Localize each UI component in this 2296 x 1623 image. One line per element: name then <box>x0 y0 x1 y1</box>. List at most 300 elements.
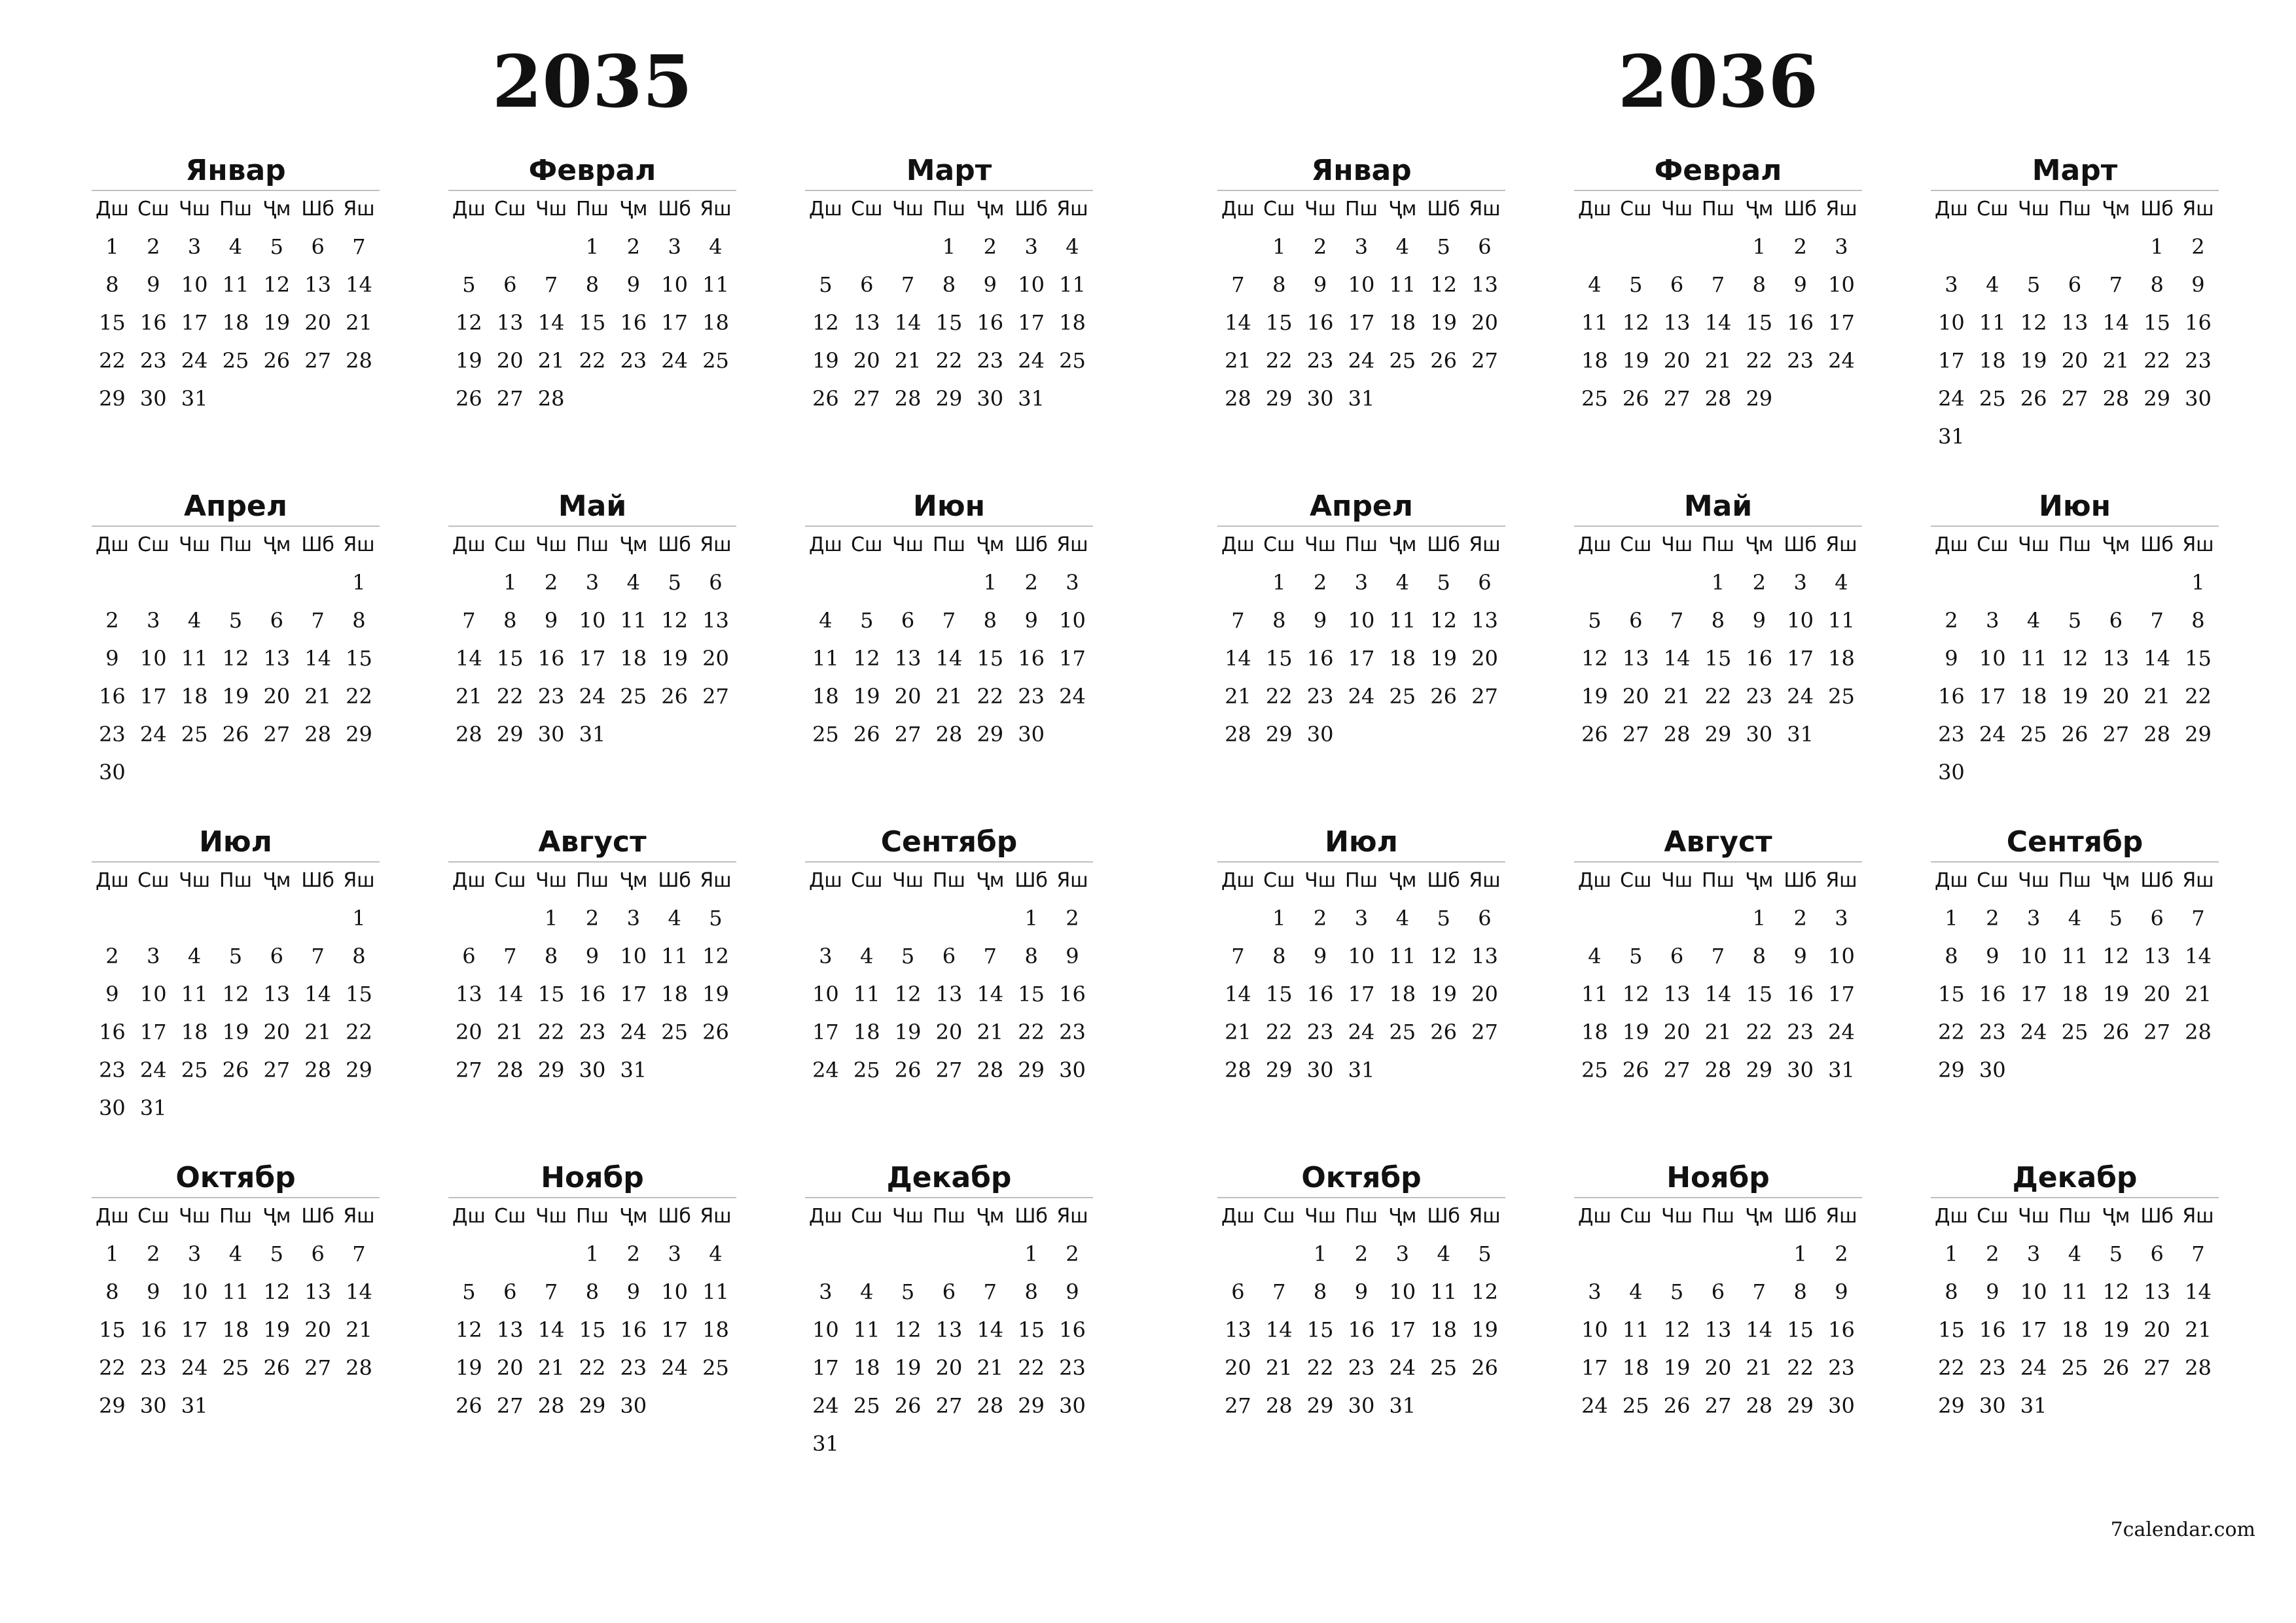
day-cell: 11 <box>620 608 647 633</box>
day-cell: 18 <box>853 1020 880 1044</box>
week-row <box>805 1425 1093 1463</box>
day-cell: 10 <box>661 272 688 297</box>
day-cell: 21 <box>1704 348 1732 373</box>
day-cell: 20 <box>935 1020 963 1044</box>
day-cell: 29 <box>346 722 372 747</box>
day-cell <box>969 1235 1011 1273</box>
day-cell <box>888 228 929 266</box>
day-cell <box>256 753 297 791</box>
week-row <box>805 715 1093 753</box>
weekday-label: Дш <box>1934 198 1968 221</box>
day-cell: 20 <box>2144 982 2170 1007</box>
day-cell: 4 <box>668 906 681 931</box>
week-row <box>1217 1273 1505 1311</box>
day-cell: 9 <box>1066 944 1079 969</box>
day-cell: 29 <box>1938 1393 1965 1418</box>
day-cell: 6 <box>2109 608 2123 633</box>
day-cell: 3 <box>626 906 640 931</box>
day-cell <box>1052 380 1093 418</box>
day-cell: 24 <box>2020 1355 2047 1380</box>
week-row <box>448 715 736 753</box>
week-row <box>448 304 736 342</box>
week-row <box>1217 1387 1505 1425</box>
day-cell: 1 <box>2150 234 2164 259</box>
day-cell: 3 <box>1024 234 1038 259</box>
day-cell: 12 <box>812 310 839 335</box>
weekday-label: Яш <box>1825 533 1857 556</box>
week-row <box>448 266 736 304</box>
day-cell: 26 <box>853 722 880 747</box>
week-row <box>448 601 736 639</box>
weekday-label: Пш <box>575 533 609 556</box>
week-row <box>805 899 1093 937</box>
week-row <box>448 1387 736 1425</box>
day-cell: 30 <box>1787 1058 1814 1082</box>
day-cell: 27 <box>1622 722 1649 747</box>
weekday-label: Ҷм <box>262 1205 291 1228</box>
day-cell: 13 <box>2061 310 2089 335</box>
day-cell: 8 <box>1024 944 1038 969</box>
day-cell <box>1698 899 1739 937</box>
week-row <box>1574 342 1862 380</box>
day-cell: 11 <box>2061 1279 2089 1304</box>
day-cell <box>1657 899 1698 937</box>
day-cell: 21 <box>2185 982 2212 1007</box>
day-cell: 7 <box>311 944 325 969</box>
month-title: Апрел <box>1217 488 1505 527</box>
day-cell: 29 <box>1938 1058 1965 1082</box>
day-cell: 11 <box>853 1317 880 1342</box>
weekday-label: Шб <box>1427 533 1460 556</box>
weekday-label: Пш <box>1344 1205 1378 1228</box>
week-row <box>1931 899 2219 937</box>
weekday-label: Яш <box>1825 1205 1857 1228</box>
weekday-label: Сш <box>1620 533 1652 556</box>
day-cell: 5 <box>819 272 833 297</box>
day-cell: 2 <box>1986 906 2000 931</box>
day-cell: 22 <box>1265 348 1293 373</box>
day-cell: 2 <box>1945 608 1958 633</box>
day-cell <box>888 899 929 937</box>
day-cell <box>1615 228 1657 266</box>
month-2035-8 <box>448 823 736 1089</box>
day-cell: 24 <box>1979 722 2006 747</box>
week-row <box>1217 563 1505 601</box>
day-cell: 22 <box>1746 1020 1773 1044</box>
day-cell: 25 <box>1581 1058 1608 1082</box>
day-cell <box>2178 753 2219 791</box>
day-cell <box>805 228 846 266</box>
day-cell: 26 <box>1581 722 1608 747</box>
day-cell: 28 <box>1225 1058 1251 1082</box>
day-cell: 8 <box>983 608 997 633</box>
week-row <box>448 563 736 601</box>
month-2035-12 <box>805 1159 1093 1463</box>
day-cell <box>1464 1387 1505 1425</box>
day-cell: 17 <box>181 310 208 335</box>
month-2036-11 <box>1574 1159 1862 1425</box>
day-cell: 30 <box>977 386 1004 411</box>
day-cell <box>133 753 174 791</box>
day-cell: 16 <box>1938 684 1965 709</box>
week-row <box>92 342 380 380</box>
month-title: Декабр <box>805 1159 1093 1198</box>
day-cell <box>338 753 380 791</box>
day-cell: 21 <box>456 684 482 709</box>
weekday-label: Сш <box>1263 1205 1295 1228</box>
day-cell: 2 <box>1793 906 1807 931</box>
day-cell <box>92 899 133 937</box>
day-cell: 23 <box>1979 1355 2006 1380</box>
day-cell: 11 <box>1581 310 1608 335</box>
day-cell: 27 <box>2144 1020 2170 1044</box>
day-cell <box>1052 715 1093 753</box>
day-cell: 28 <box>894 386 922 411</box>
day-cell: 4 <box>228 234 243 259</box>
day-cell: 5 <box>901 944 915 969</box>
day-cell: 12 <box>2020 310 2047 335</box>
month-title: Май <box>448 488 736 527</box>
day-cell: 29 <box>1746 1058 1773 1082</box>
weekday-label: Дш <box>808 1205 842 1228</box>
day-cell: 6 <box>311 1241 325 1266</box>
day-cell: 4 <box>2068 906 2082 931</box>
day-cell: 8 <box>2191 608 2205 633</box>
day-cell: 19 <box>263 1317 291 1342</box>
weekday-label: Дш <box>1221 533 1255 556</box>
week-row <box>1217 601 1505 639</box>
day-cell: 9 <box>1793 272 1807 297</box>
day-cell: 3 <box>187 234 202 259</box>
day-cell: 3 <box>668 1241 681 1266</box>
day-cell: 1 <box>1711 570 1725 595</box>
weekday-label: Ҷм <box>1388 198 1417 221</box>
day-cell: 18 <box>1059 310 1086 335</box>
day-cell: 12 <box>1471 1279 1498 1304</box>
day-cell: 9 <box>2191 272 2205 297</box>
day-cell: 14 <box>496 982 524 1007</box>
day-cell: 7 <box>352 234 366 259</box>
day-cell: 9 <box>1945 646 1958 671</box>
day-cell: 11 <box>1059 272 1086 297</box>
day-cell: 23 <box>1787 1020 1814 1044</box>
day-cell: 24 <box>661 348 688 373</box>
week-row <box>1574 1051 1862 1089</box>
weekday-label: Сш <box>851 533 883 556</box>
weekday-label: Яш <box>343 533 375 556</box>
day-cell: 20 <box>304 310 331 335</box>
day-cell: 21 <box>2144 684 2170 709</box>
day-cell: 19 <box>812 348 839 373</box>
month-2036-5 <box>1574 488 1862 753</box>
day-cell: 13 <box>935 982 963 1007</box>
day-cell <box>2013 1051 2054 1089</box>
week-row <box>1574 304 1862 342</box>
day-cell: 4 <box>1835 570 1848 595</box>
day-cell <box>654 715 695 753</box>
weekday-label: Пш <box>932 869 965 892</box>
day-cell: 28 <box>2185 1020 2212 1044</box>
weekday-label: Ҷм <box>2102 198 2130 221</box>
weekday-label: Яш <box>1056 198 1088 221</box>
day-cell: 12 <box>661 608 688 633</box>
day-cell: 6 <box>1478 906 1492 931</box>
day-cell: 23 <box>977 348 1004 373</box>
week-row <box>1931 975 2219 1013</box>
day-cell <box>1657 563 1698 601</box>
weekday-label: Ҷм <box>2102 869 2130 892</box>
day-cell: 27 <box>1663 386 1691 411</box>
day-cell: 16 <box>1787 310 1814 335</box>
day-cell <box>695 1387 736 1425</box>
day-cell: 14 <box>1663 646 1691 671</box>
weekday-label: Шб <box>1014 1205 1048 1228</box>
day-cell <box>695 380 736 418</box>
day-cell: 18 <box>2061 1317 2089 1342</box>
weekday-header <box>805 191 1093 228</box>
day-cell: 22 <box>1265 1020 1293 1044</box>
day-cell: 8 <box>2150 272 2164 297</box>
month-2036-9 <box>1931 823 2219 1089</box>
day-cell <box>613 715 654 753</box>
day-cell <box>297 380 338 418</box>
day-cell: 6 <box>1711 1279 1725 1304</box>
day-cell: 21 <box>346 310 372 335</box>
week-row <box>92 1235 380 1273</box>
day-cell: 15 <box>1938 982 1965 1007</box>
day-cell: 7 <box>2191 1241 2205 1266</box>
day-cell: 18 <box>661 982 688 1007</box>
weekday-label: Ҷм <box>619 198 648 221</box>
month-title: Март <box>805 152 1093 191</box>
day-cell: 30 <box>1306 386 1334 411</box>
day-cell: 17 <box>812 1355 839 1380</box>
day-cell: 27 <box>1704 1393 1732 1418</box>
day-cell: 18 <box>1389 982 1416 1007</box>
day-cell <box>297 1387 338 1425</box>
day-cell <box>490 899 531 937</box>
day-cell: 5 <box>2109 1241 2123 1266</box>
weekday-label: Ҷм <box>262 198 291 221</box>
day-cell: 1 <box>105 1241 119 1266</box>
day-cell: 12 <box>1430 944 1457 969</box>
day-cell <box>846 228 888 266</box>
day-cell: 23 <box>1059 1355 1086 1380</box>
day-cell: 5 <box>668 570 681 595</box>
day-cell <box>2013 418 2054 455</box>
day-cell: 26 <box>456 386 482 411</box>
day-cell: 7 <box>1670 608 1684 633</box>
day-cell <box>92 563 133 601</box>
day-cell: 16 <box>99 684 126 709</box>
month-title: Май <box>1574 488 1862 527</box>
day-cell: 13 <box>1704 1317 1732 1342</box>
day-cell: 29 <box>1265 722 1293 747</box>
day-cell: 26 <box>1430 1020 1457 1044</box>
week-row <box>805 266 1093 304</box>
day-cell: 14 <box>1265 1317 1293 1342</box>
day-cell: 19 <box>222 684 249 709</box>
weekday-label: Пш <box>2058 198 2091 221</box>
day-cell: 30 <box>1306 1058 1334 1082</box>
day-cell: 9 <box>544 608 558 633</box>
day-cell: 26 <box>1430 684 1457 709</box>
day-cell: 15 <box>1746 310 1773 335</box>
week-row <box>1217 1235 1505 1273</box>
day-cell: 28 <box>304 1058 331 1082</box>
weekday-label: Пш <box>219 533 252 556</box>
weekday-header <box>92 191 380 228</box>
day-cell <box>1972 228 2013 266</box>
day-cell: 5 <box>462 272 476 297</box>
weekday-label: Пш <box>575 1205 609 1228</box>
day-cell: 24 <box>1018 348 1045 373</box>
day-cell: 25 <box>702 348 729 373</box>
day-cell: 28 <box>977 1393 1004 1418</box>
day-cell <box>1574 1235 1615 1273</box>
day-cell: 29 <box>935 386 963 411</box>
month-2036-1 <box>1217 152 1505 418</box>
day-cell: 27 <box>935 1058 963 1082</box>
week-row <box>1574 715 1862 753</box>
day-cell: 4 <box>1588 944 1602 969</box>
weekday-label: Дш <box>95 198 129 221</box>
day-cell: 11 <box>853 982 880 1007</box>
day-cell <box>297 753 338 791</box>
day-cell: 1 <box>1945 1241 1958 1266</box>
day-cell: 12 <box>1663 1317 1691 1342</box>
week-row <box>92 715 380 753</box>
weekday-label: Шб <box>2140 1205 2174 1228</box>
day-cell: 31 <box>2020 1393 2047 1418</box>
weekday-label: Дш <box>95 869 129 892</box>
day-cell: 27 <box>2061 386 2089 411</box>
week-row <box>1217 899 1505 937</box>
day-cell: 20 <box>2061 348 2089 373</box>
week-row <box>448 1349 736 1387</box>
day-cell: 1 <box>1945 906 1958 931</box>
day-cell: 10 <box>1828 272 1855 297</box>
weekday-label: Пш <box>1344 869 1378 892</box>
day-cell: 28 <box>1704 386 1732 411</box>
weekday-label: Пш <box>1701 198 1734 221</box>
week-row <box>1217 228 1505 266</box>
week-row <box>805 1311 1093 1349</box>
day-cell: 24 <box>812 1393 839 1418</box>
day-cell: 4 <box>187 608 202 633</box>
day-cell <box>2178 1051 2219 1089</box>
week-row <box>448 899 736 937</box>
week-row <box>1574 1273 1862 1311</box>
month-2035-10 <box>92 1159 380 1425</box>
weekday-header <box>1931 863 2219 899</box>
day-cell: 30 <box>1059 1058 1086 1082</box>
weekday-label: Чш <box>2018 869 2050 892</box>
day-cell: 23 <box>620 348 647 373</box>
day-cell: 2 <box>983 234 997 259</box>
day-cell <box>1698 228 1739 266</box>
weekday-label: Чш <box>892 533 924 556</box>
day-cell: 22 <box>1938 1355 1965 1380</box>
day-cell: 14 <box>894 310 922 335</box>
day-cell: 31 <box>1018 386 1045 411</box>
day-cell: 3 <box>819 944 833 969</box>
day-cell: 22 <box>99 1355 126 1380</box>
day-cell: 30 <box>1746 722 1773 747</box>
day-cell: 27 <box>2144 1355 2170 1380</box>
week-row <box>805 380 1093 418</box>
weekday-label: Сш <box>1263 533 1295 556</box>
week-row <box>448 342 736 380</box>
weekday-label: Сш <box>851 869 883 892</box>
day-cell <box>1341 715 1382 753</box>
day-cell: 22 <box>1746 348 1773 373</box>
day-cell: 8 <box>105 272 119 297</box>
day-cell: 5 <box>2109 906 2123 931</box>
day-cell <box>1423 1387 1464 1425</box>
week-row <box>805 601 1093 639</box>
day-cell <box>2095 418 2136 455</box>
week-row <box>1217 1051 1505 1089</box>
month-title: Июн <box>1931 488 2219 527</box>
day-cell: 11 <box>2020 646 2047 671</box>
day-cell: 19 <box>1622 1020 1649 1044</box>
week-row <box>1217 1311 1505 1349</box>
day-cell: 30 <box>2185 386 2212 411</box>
day-cell: 9 <box>1024 608 1038 633</box>
weekday-label: Шб <box>2140 869 2174 892</box>
weekday-label: Пш <box>932 1205 965 1228</box>
day-cell: 14 <box>1704 310 1732 335</box>
day-cell: 27 <box>702 684 729 709</box>
weekday-label: Яш <box>1469 1205 1501 1228</box>
day-cell: 29 <box>496 722 524 747</box>
day-cell: 15 <box>1306 1317 1334 1342</box>
weekday-header <box>1574 1198 1862 1235</box>
day-cell: 15 <box>99 310 126 335</box>
day-cell <box>133 899 174 937</box>
day-cell: 2 <box>147 234 160 259</box>
day-cell <box>888 1425 929 1463</box>
day-cell <box>888 563 929 601</box>
day-cell: 12 <box>456 1317 482 1342</box>
day-cell: 11 <box>702 272 729 297</box>
week-row <box>92 753 380 791</box>
day-cell: 23 <box>1787 348 1814 373</box>
day-cell: 24 <box>1059 684 1086 709</box>
day-cell <box>1423 715 1464 753</box>
weekday-header <box>1574 863 1862 899</box>
day-cell: 13 <box>2144 1279 2170 1304</box>
day-cell: 4 <box>860 944 874 969</box>
weekday-label: Сш <box>1977 533 2009 556</box>
day-cell: 13 <box>1225 1317 1251 1342</box>
weekday-label: Чш <box>1304 198 1336 221</box>
day-cell: 29 <box>1704 722 1732 747</box>
day-cell: 6 <box>462 944 476 969</box>
day-cell <box>338 1089 380 1127</box>
day-cell: 15 <box>346 982 372 1007</box>
month-2036-8 <box>1574 823 1862 1089</box>
day-cell <box>2178 1387 2219 1425</box>
weekday-label: Дш <box>1221 198 1255 221</box>
day-cell: 7 <box>544 272 558 297</box>
day-cell <box>2136 1387 2178 1425</box>
day-cell: 8 <box>1945 944 1958 969</box>
day-cell: 2 <box>147 1241 160 1266</box>
day-cell: 7 <box>942 608 956 633</box>
day-cell <box>2013 228 2054 266</box>
